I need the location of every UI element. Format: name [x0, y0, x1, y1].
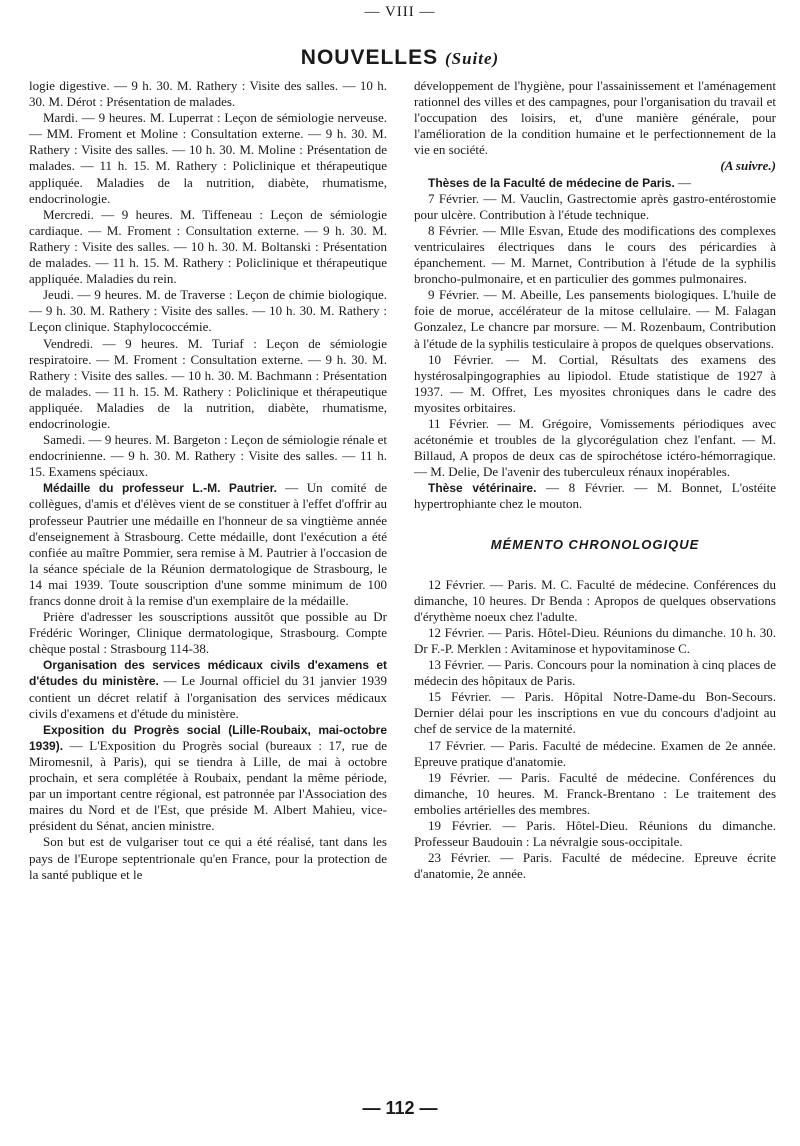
these-entry: 8 Février. — Mlle Esvan, Etude des modifications des complexes ventriculaires électriques dans le cours des péricardies à épanchement. — M. Marnet, Contribution à l'étude de la syphilis broncho-pulmonaire, et en particulier des gommes pulmonaires. [414, 222, 776, 287]
schedule-vendredi: Vendredi. — 9 heures. M. Turiaf : Leçon de sémiologie respiratoire. — M. Froment : Consultation externe. — 9 h. 30. M. Rathery : Visite des salles. — 10 h. 30. M. Bachmann : Présentation de malades. — 11 h. 15. M. Rathery : Policlinique et thérapeutique appliquée. Maladies de la nutrition, diabète, rhumatisme, endocrinologie. [29, 335, 387, 431]
article-text: — Le Journal officiel du 31 janvier 1939 contient un décret relatif à l'organisation des services médicaux civils d'examens et d'étude du ministère. [29, 673, 387, 721]
title-suffix: (Suite) [444, 49, 500, 68]
memento-entry: 19 Février. — Paris. Faculté de médecine. Conférences du dimanche, 10 heures. M. Franck-Brentano : Le traitement des embolies artérielles des membres. [414, 769, 776, 817]
article-heading: Médaille du professeur L.-M. Pautrier. [43, 481, 277, 496]
article-text: — 8 Février. — M. Bonnet, L'ostéite hypertrophiante chez le mouton. [414, 480, 776, 512]
page-title [0, 46, 800, 70]
right-column [414, 78, 776, 882]
these-entry: 7 Février. — M. Vauclin, Gastrectomie après gastro-entérostomie pour ulcère. Contribution à l'étude technique. [414, 190, 776, 222]
these-entry: 10 Février. — M. Cortial, Résultats des examens des hystérosalpingographies au lipiodol. Etude statistique de 1927 à 1937. — M. Offret, Les myosites chroniques dans le cadre des myosites orbitaires. [414, 351, 776, 415]
memento-entry: 12 Février. — Paris. M. C. Faculté de médecine. Conférences du dimanche, 10 heures. Dr Benda : Apropos de quelques observations d'érythème noeux chez l'adulte. [414, 576, 776, 624]
schedule-jeudi: Jeudi. — 9 heures. M. de Traverse : Leçon de chimie biologique. — 9 h. 30. M. Rathery : Visite des salles. — 10 h. 30. M. Rathery : Leçon clinique. Staphylococcémie. [29, 287, 387, 335]
memento-entry: 17 Février. — Paris. Faculté de médecine. Examen de 2e année. Epreuve pratique d'anatomie. [414, 737, 776, 769]
article-text: — L'Exposition du Progrès social (bureaux : 17, rue de Miromesnil, à Paris), qui se tiendra à Lille, de mai à octobre prochain, et sera complétée à Roubaix, pendant la même période, par un important centre régional, est patronnée par l'Association des maires du Nord et de l'Est, que préside M. Albert Mahieu, vice-président du Sénat, ancien ministre. [29, 737, 387, 834]
article-medaille [29, 480, 387, 609]
memento-entry: 23 Février. — Paris. Faculté de médecine. Epreuve écrite d'anatomie, 2e année. [414, 850, 776, 882]
article-heading: Thèse vétérinaire. [428, 481, 537, 496]
article-heading: Exposition du Progrès social (Lille-Roubaix, mai-octobre 1939). [29, 722, 387, 753]
paragraph: développement de l'hygiène, pour l'assainissement et l'aménagement rationnel des villes et des campagnes, pour l'organisation du travail et l'occupation des loisirs, et, d'une manière générale, pour l'amélioration de la condition humaine et le perfectionnement de la vie en société. [414, 78, 776, 158]
theses-heading: Thèses de la Faculté de médecine de Paris. — [428, 174, 692, 190]
memento-entry: 19 Février. — Paris. Hôtel-Dieu. Réunions du dimanche. Professeur Baudouin : La névralgie sous-occipitale. [414, 818, 776, 850]
article-organisation [29, 657, 387, 721]
article-heading: Organisation des services médicaux civils d'examens et d'études du ministère. [29, 658, 387, 689]
left-column [29, 78, 387, 883]
a-suivre: (A suivre.) [720, 158, 776, 174]
memento-entry: 15 Février. — Paris. Hôpital Notre-Dame-du Bon-Secours. Dernier délai pour les inscriptions en vue du concours d'adjoint au chef de service de la maternité. [414, 689, 776, 737]
article-exposition [29, 722, 387, 835]
memento-heading: MÉMENTO CHRONOLOGIQUE [490, 536, 700, 552]
schedule-samedi: Samedi. — 9 heures. M. Bargeton : Leçon de sémiologie rénale et endocrinienne. — 9 h. 30. M. Rathery : Visite des salles. — 11 h. 15. Examens spéciaux. [29, 432, 387, 480]
paragraph: logie digestive. — 9 h. 30. M. Rathery : Visite des salles. — 10 h. 30. M. Dérot : Présentation de malades. [29, 78, 387, 110]
schedule-mardi: Mardi. — 9 heures. M. Luperrat : Leçon de sémiologie nerveuse. — MM. Froment et Moline : Consultation externe. — 9 h. 30. M. Rathery : Visite des salles. — 10 h. 30. M. Moline : Présentation de malades. — 11 h. 15. M. Rathery : Policlinique et thérapeutique appliquée. Maladies de la nutrition, diabète, rhumatisme, endocrinologie. [29, 110, 387, 206]
memento-entry: 12 Février. — Paris. Hôtel-Dieu. Réunions du dimanche. 10 h. 30. Dr F.-P. Merklen : Avitaminose et hypovitaminose C. [414, 624, 776, 656]
schedule-mercredi: Mercredi. — 9 heures. M. Tiffeneau : Leçon de sémiologie cardiaque. — M. Froment : Consultation externe. — 9 h. 30. M. Rathery : Visite des salles. — 10 h. 30. M. Boltanski : Présentation de malades. — 11 h. 15. M. Rathery : Policlinique et thérapeutique appliquée. Maladies du rein. [29, 206, 387, 287]
paragraph: Son but est de vulgariser tout ce qui a été réalisé, tant dans les pays de l'Europe septentrionale qu'en France, pour la protection de la santé publique et le [29, 834, 387, 882]
page-roman-number: — VIII — [364, 4, 436, 20]
paragraph: Prière d'adresser les souscriptions aussitôt que possible au Dr Frédéric Woringer, Clinique dermatologique, Strasbourg. Compte chèque postal : Strasbourg 114-38. [29, 609, 387, 657]
these-entry: 9 Février. — M. Abeille, Les pansements biologiques. L'huile de foie de morue, accélérateur de la mitose cellulaire. — M. Falagan Gonzalez, Le chancre par morsure. — M. Rozenbaum, Contribution à l'étude de la syphilis testiculaire à propos de quelques observations. [414, 287, 776, 351]
page-number: — 112 — [362, 1098, 438, 1118]
article-these-veterinaire [414, 480, 776, 512]
title-main: NOUVELLES [300, 46, 439, 69]
article-text: — Un comité de collègues, d'amis et d'élèves vient de se constituer à l'effet d'offrir au professeur Pautrier une médaille en l'honneur de sa vingtième année d'enseignement à Strasbourg. Cette médaille, dont l'exécution a été confiée au maître Pommier, sera remise à M. Pautrier à l'occasion de la séance spéciale de la Réunion dermatologique de Strasbourg, le 14 mai 1939. Toute souscription d'une somme minimum de 100 francs donne droit à la remise d'un exemplaire de la médaille. [29, 480, 387, 608]
memento-entry: 13 Février. — Paris. Concours pour la nomination à cinq places de médecin des hôpitaux de Paris. [414, 657, 776, 689]
these-entry: 11 Février. — M. Grégoire, Vomissements périodiques avec acétonémie et troubles de la glycorégulation chez l'enfant. — M. Billaud, A propos de deux cas de spirochétose ictéro-hémorragique. — M. Delie, De l'avenir des tuberculeux rénaux inopérables. [414, 415, 776, 480]
